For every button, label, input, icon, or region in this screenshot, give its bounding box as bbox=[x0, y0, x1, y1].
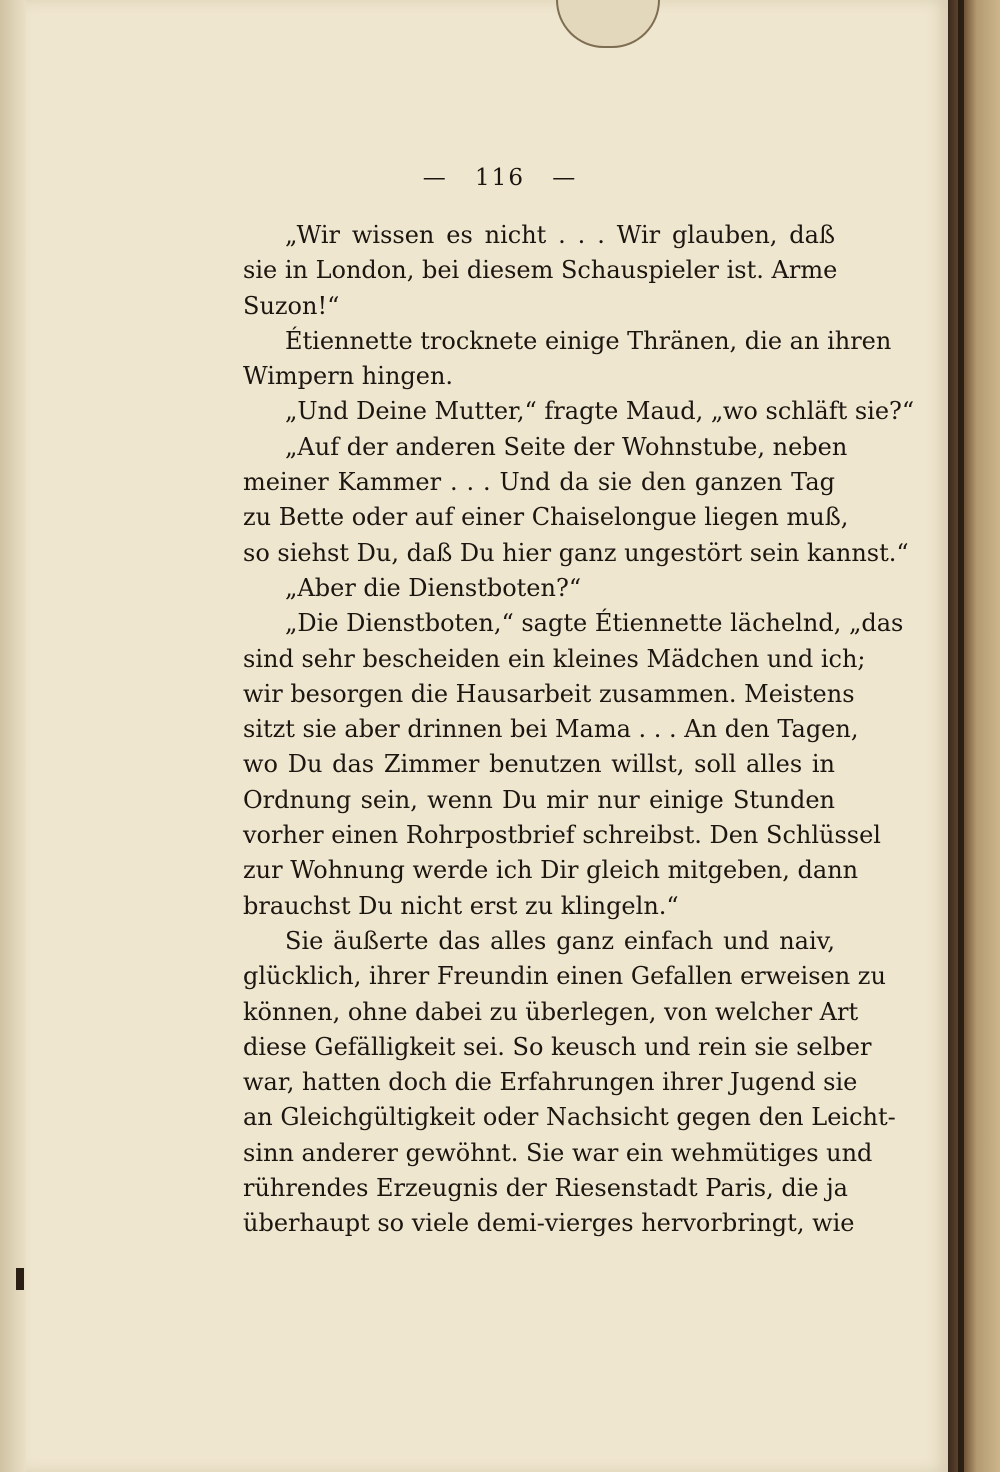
text-line: überhaupt so viele demi-vierges hervorbringt, wie bbox=[243, 1209, 855, 1238]
text-line: „Auf der anderen Seite der Wohnstube, neben bbox=[285, 432, 848, 461]
text-line: rührendes Erzeugnis der Riesenstadt Paris, die ja bbox=[243, 1174, 848, 1203]
page-number: 116 bbox=[475, 165, 525, 191]
text-line: an Gleichgültigkeit oder Nachsicht gegen den Leicht- bbox=[243, 1103, 896, 1132]
edge-mark bbox=[16, 1268, 24, 1290]
book-spine-edge bbox=[948, 0, 1000, 1472]
left-page-edge bbox=[0, 0, 26, 1472]
text-line: wo Du das Zimmer benutzen willst, soll alles in bbox=[243, 750, 835, 779]
text-line: „Und Deine Mutter,“ fragte Maud, „wo schläft sie?“ bbox=[285, 397, 915, 426]
text-line: glücklich, ihrer Freundin einen Gefallen erweisen zu bbox=[243, 962, 886, 991]
page-header bbox=[0, 165, 1000, 191]
body-text bbox=[243, 218, 915, 1242]
text-line: Sie äußerte das alles ganz einfach und naiv, bbox=[285, 926, 835, 955]
spine-shadow bbox=[958, 0, 964, 1472]
text-line: meiner Kammer . . . Und da sie den ganzen Tag bbox=[243, 468, 835, 497]
text-line: war, hatten doch die Erfahrungen ihrer Jugend sie bbox=[243, 1068, 858, 1097]
text-line: so siehst Du, daß Du hier ganz ungestört sein kannst.“ bbox=[243, 538, 909, 567]
text-line: Suzon!“ bbox=[243, 291, 340, 320]
text-line: Ordnung sein, wenn Du mir nur einige Stunden bbox=[243, 785, 835, 814]
text-line: sitzt sie aber drinnen bei Mama . . . An den Tagen, bbox=[243, 715, 859, 744]
text-line: wir besorgen die Hausarbeit zusammen. Meistens bbox=[243, 679, 855, 708]
text-line: Wimpern hingen. bbox=[243, 362, 454, 391]
text-line: sinn anderer gewöhnt. Sie war ein wehmütiges und bbox=[243, 1138, 873, 1167]
page-number-dash-right: — bbox=[552, 165, 578, 191]
text-line: zur Wohnung werde ich Dir gleich mitgeben, dann bbox=[243, 856, 859, 885]
page-number-dash-left: — bbox=[422, 165, 448, 191]
text-line: zu Bette oder auf einer Chaiselongue liegen muß, bbox=[243, 503, 849, 532]
text-line: vorher einen Rohrpostbrief schreibst. Den Schlüssel bbox=[243, 821, 881, 850]
text-line: sie in London, bei diesem Schauspieler ist. Arme bbox=[243, 256, 838, 285]
text-line: sind sehr bescheiden ein kleines Mädchen und ich; bbox=[243, 644, 866, 673]
text-line: diese Gefälligkeit sei. So keusch und rein sie selber bbox=[243, 1032, 872, 1061]
text-line: „Aber die Dienstboten?“ bbox=[285, 573, 582, 602]
text-line: „Wir wissen es nicht . . . Wir glauben, daß bbox=[285, 221, 835, 249]
text-line: „Die Dienstboten,“ sagte Étiennette lächelnd, „das bbox=[285, 609, 904, 638]
text-line: brauchst Du nicht erst zu klingeln.“ bbox=[243, 891, 679, 920]
text-line: Étiennette trocknete einige Thränen, die an ihren bbox=[285, 326, 892, 355]
text-line: können, ohne dabei zu überlegen, von welcher Art bbox=[243, 997, 859, 1026]
